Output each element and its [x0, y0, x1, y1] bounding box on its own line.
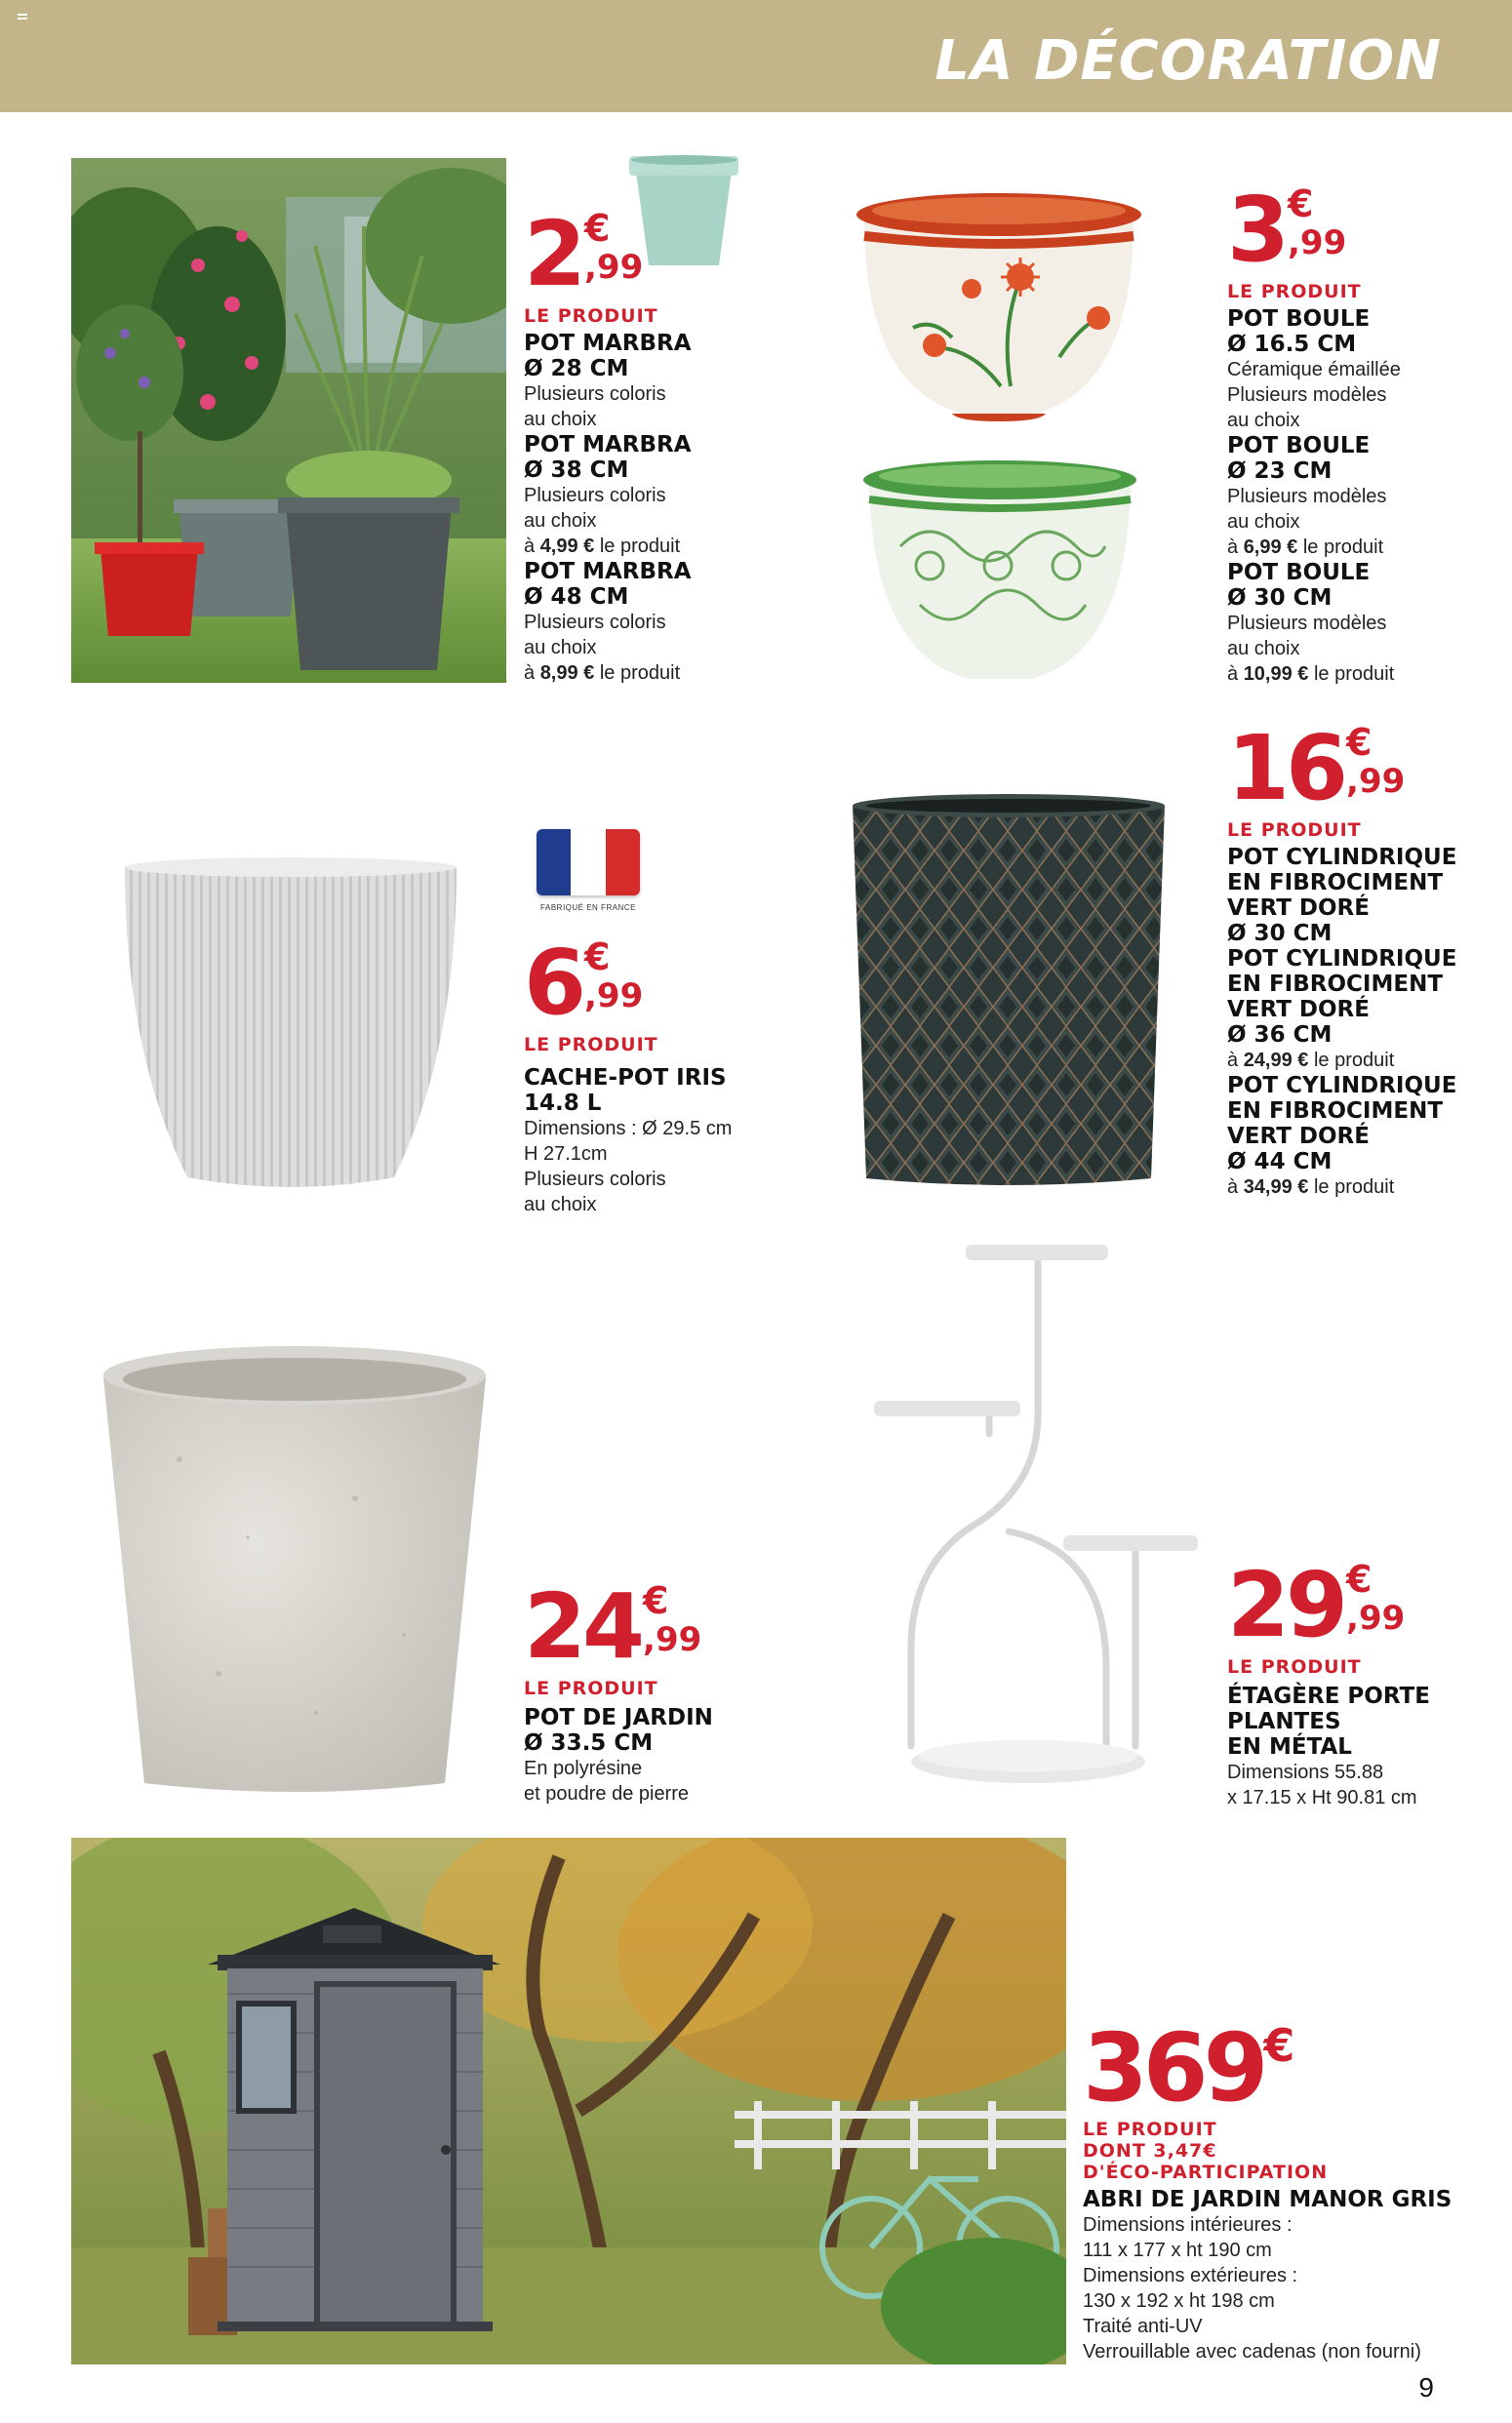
flag-stripe-red — [606, 829, 640, 895]
price-integer: 3 — [1227, 178, 1287, 282]
french-flag-icon — [537, 829, 640, 895]
product-desc: 111 x 177 x ht 190 cm — [1083, 2240, 1272, 2261]
variant-size: Ø 23 CM — [1227, 458, 1333, 484]
product-etagere — [1227, 1553, 1500, 1810]
flag-stripe-blue — [537, 829, 571, 895]
variant-name: VERT DORÉ — [1227, 997, 1370, 1022]
variant-desc: Plusieurs coloris — [524, 612, 666, 633]
currency: € — [1346, 1558, 1373, 1601]
price-integer: 16 — [1227, 716, 1345, 820]
variant-size: Ø 16.5 CM — [1227, 332, 1357, 357]
variant-name: POT BOULE — [1227, 433, 1371, 458]
unit-label: LE PRODUIT — [1227, 1656, 1362, 1678]
price-integer: 24 — [524, 1574, 642, 1679]
currency: € — [643, 1579, 669, 1622]
product-desc: x 17.15 x Ht 90.81 cm — [1227, 1787, 1417, 1808]
variant-size: Ø 30 CM — [1227, 921, 1333, 946]
variant-price: à 10,99 € le produit — [1227, 663, 1395, 685]
flag-stripe-white — [571, 829, 605, 895]
currency: € — [1346, 721, 1373, 764]
product-name: PLANTES — [1227, 1709, 1341, 1734]
unit-label: LE PRODUIT — [1083, 2119, 1217, 2140]
product-abri-de-jardin — [1083, 2013, 1492, 2364]
variant-name: POT CYLINDRIQUE — [1227, 1073, 1457, 1098]
price-cents: ,99 — [643, 1620, 702, 1659]
made-in-france-label: FABRIQUÉ EN FRANCE — [540, 903, 636, 912]
variant-desc: au choix — [524, 510, 597, 532]
variant-name: POT MARBRA — [524, 432, 692, 457]
unit-label: LE PRODUIT — [1227, 819, 1362, 841]
variant-name: VERT DORÉ — [1227, 895, 1370, 921]
currency: € — [1263, 2019, 1295, 2072]
pot-de-jardin-image — [101, 1342, 488, 1797]
price-integer: 2 — [524, 202, 583, 306]
variant-price: à 8,99 € le produit — [524, 662, 681, 684]
page-number: 9 — [1418, 2372, 1434, 2403]
variant-desc: au choix — [524, 637, 597, 658]
variant-size: Ø 48 CM — [524, 584, 629, 610]
product-desc: En polyrésine — [524, 1758, 643, 1779]
variant-desc: au choix — [1227, 638, 1300, 659]
product-desc: Dimensions extérieures : — [1083, 2265, 1298, 2286]
variant-desc: au choix — [524, 409, 597, 430]
variant-name: EN FIBROCIMENT — [1227, 870, 1444, 895]
variant-name: POT BOULE — [1227, 306, 1371, 332]
price-integer: 29 — [1227, 1553, 1345, 1657]
product-name: CACHE-POT IRIS — [524, 1065, 727, 1091]
price-tag — [1227, 1553, 1500, 1657]
variant-name: EN FIBROCIMENT — [1227, 972, 1444, 997]
variant-price: à 4,99 € le produit — [524, 536, 681, 557]
product-desc: et poudre de pierre — [524, 1783, 690, 1805]
price-cents: ,99 — [1346, 1599, 1406, 1638]
variant-name: POT CYLINDRIQUE — [1227, 845, 1457, 870]
variant-name: POT BOULE — [1227, 560, 1371, 585]
product-size: 14.8 L — [524, 1091, 602, 1116]
price-cents: ,99 — [584, 976, 644, 1015]
variant-name: POT MARBRA — [524, 331, 692, 356]
pot-cylindrique-image — [847, 792, 1171, 1190]
product-cache-pot-iris — [524, 931, 758, 1217]
product-size: Ø 33.5 CM — [524, 1730, 654, 1756]
pot-boule-green-image — [861, 458, 1138, 683]
unit-label: LE PRODUIT — [524, 1678, 658, 1699]
variant-desc: Plusieurs modèles — [1227, 384, 1387, 406]
unit-label: LE PRODUIT — [524, 1034, 658, 1055]
currency: € — [1288, 182, 1314, 225]
product-desc: Traité anti-UV — [1083, 2316, 1203, 2337]
eco-participation-label: D'ÉCO-PARTICIPATION — [1083, 2162, 1329, 2183]
product-desc: Dimensions : Ø 29.5 cm — [524, 1118, 733, 1139]
product-pot-cylindrique — [1227, 716, 1500, 1200]
variant-desc: au choix — [1227, 511, 1300, 533]
variant-size: Ø 38 CM — [524, 457, 629, 483]
variant-desc: Plusieurs coloris — [524, 485, 666, 506]
variant-name: POT MARBRA — [524, 559, 692, 584]
variant-desc: Plusieurs modèles — [1227, 613, 1387, 634]
variant-name: POT CYLINDRIQUE — [1227, 946, 1457, 972]
variant-name: EN FIBROCIMENT — [1227, 1098, 1444, 1124]
variant-desc: Plusieurs coloris — [524, 383, 666, 405]
variant-size: Ø 44 CM — [1227, 1149, 1333, 1174]
unit-label: LE PRODUIT — [524, 305, 658, 327]
variant-price: à 24,99 € le produit — [1227, 1050, 1395, 1071]
price-tag — [1227, 716, 1500, 820]
product-desc: H 27.1cm — [524, 1143, 608, 1165]
abri-de-jardin-photo — [71, 1838, 1066, 2364]
menu-icon — [18, 14, 27, 20]
currency: € — [584, 935, 611, 978]
currency: € — [584, 207, 611, 250]
price-tag — [524, 1574, 758, 1679]
eco-participation-label: DONT 3,47€ — [1083, 2140, 1217, 2162]
product-pot-de-jardin — [524, 1574, 758, 1807]
product-desc: Dimensions 55.88 — [1227, 1762, 1384, 1783]
variant-desc: Céramique émaillée — [1227, 359, 1401, 380]
product-name: EN MÉTAL — [1227, 1734, 1352, 1760]
price-tag — [524, 202, 758, 306]
marbra-garden-photo — [71, 158, 506, 683]
variant-desc: au choix — [1227, 410, 1300, 431]
variant-desc: Plusieurs modèles — [1227, 486, 1387, 507]
variant-size: Ø 36 CM — [1227, 1022, 1333, 1048]
product-marbra — [524, 202, 758, 686]
product-pot-boule — [1227, 178, 1481, 687]
price-tag — [1227, 178, 1481, 282]
price-cents: ,99 — [584, 248, 644, 287]
cache-pot-iris-image — [121, 855, 460, 1195]
product-desc: Plusieurs coloris — [524, 1169, 666, 1190]
product-name: POT DE JARDIN — [524, 1705, 713, 1730]
variant-name: VERT DORÉ — [1227, 1124, 1370, 1149]
product-name: ÉTAGÈRE PORTE — [1227, 1684, 1430, 1709]
product-desc: Dimensions intérieures : — [1083, 2214, 1293, 2236]
variant-size: Ø 30 CM — [1227, 585, 1333, 611]
variant-price: à 6,99 € le produit — [1227, 536, 1384, 558]
price-cents: ,99 — [1346, 762, 1406, 801]
product-desc: Verrouillable avec cadenas (non fourni) — [1083, 2341, 1421, 2363]
section-header — [0, 0, 1512, 112]
price-integer: 369 — [1083, 2013, 1264, 2123]
price-integer: 6 — [524, 931, 583, 1035]
section-title: LA DÉCORATION — [935, 29, 1442, 93]
product-desc: 130 x 192 x ht 198 cm — [1083, 2290, 1275, 2312]
etagere-plantes-image — [872, 1239, 1204, 1791]
price-cents: ,99 — [1288, 223, 1347, 262]
product-desc: au choix — [524, 1194, 597, 1215]
price-tag — [1083, 2013, 1492, 2123]
price-tag — [524, 931, 758, 1035]
variant-size: Ø 28 CM — [524, 356, 629, 381]
unit-label: LE PRODUIT — [1227, 281, 1362, 302]
product-name: ABRI DE JARDIN MANOR GRIS — [1083, 2187, 1452, 2212]
pot-boule-red-image — [855, 191, 1143, 421]
variant-price: à 34,99 € le produit — [1227, 1176, 1395, 1198]
